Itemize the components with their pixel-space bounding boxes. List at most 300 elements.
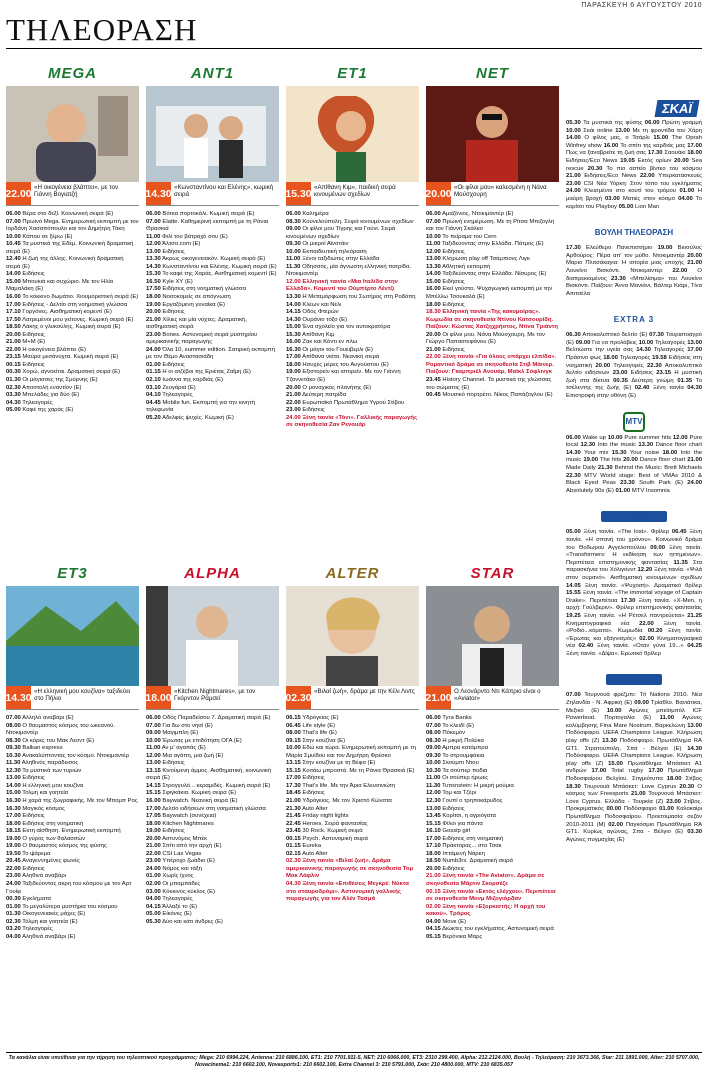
channel-photo xyxy=(146,86,279,182)
program-title: Your noise xyxy=(629,449,660,456)
program-time: 09.00 xyxy=(575,339,591,346)
airtime-badge: 02.30 xyxy=(286,686,311,709)
program-time: 21.45 xyxy=(286,813,301,820)
program-title: Ξένη ταινία. «Οταν γύνα 19...» xyxy=(596,643,684,650)
program-title: Το μεγαλύτερα μυστήρια του κόσμου xyxy=(22,903,118,910)
program-time: 06.45 xyxy=(671,529,687,536)
program-time: 14.15 xyxy=(146,782,161,789)
program-title: Καλοκαίρι Πρωτάθλημα Ποδοσφαίρου. Προετοιμασία σεζόν 2010-2011 (M) xyxy=(566,806,703,828)
program-item xyxy=(426,873,559,888)
program-title: Ξένη ταινία. «Η Ρέτσελ παντρεύεται» xyxy=(583,612,685,619)
program-time: 07.00 xyxy=(6,715,21,721)
program-time: 04.30 xyxy=(286,881,301,888)
program-title: Εκεί γούστο. Ψυχαγωγική εκπομπή με την Μπέλλω Τσουκαλά (Ε) xyxy=(426,286,553,301)
program-time: 10.45 xyxy=(6,241,21,248)
program-title: Ξένη ταινία «Εκτός ελέγχου». Περιπέτεια σε σκηνοθεσία Μονμ Μιζογιόρδαν xyxy=(426,888,556,903)
program-time: 06.15 xyxy=(286,715,301,721)
program-title: Τυπεnstein: Η μικρή μούμια xyxy=(441,782,514,789)
program-time: 18.00 xyxy=(146,294,161,301)
program-time: 04.30 xyxy=(6,399,21,406)
program-item xyxy=(286,279,419,294)
channel-column xyxy=(286,60,419,430)
program-time: 17.00 xyxy=(146,805,161,812)
program-time: 22.00 xyxy=(672,267,688,274)
program-item xyxy=(146,294,279,302)
program-item xyxy=(146,286,279,294)
program-title: Εξιστορείν και ιστορείν. Με τον Γιάννη Τζαννετάκο (Ε) xyxy=(286,369,401,384)
program-time: 10.00 xyxy=(6,233,21,240)
program-time: 04.00 xyxy=(426,918,441,925)
program-time: 13.00 xyxy=(146,760,161,767)
program-time: 13.00 xyxy=(687,722,703,729)
novasports-logo-text: nova sports xyxy=(606,674,661,685)
program-title: Ειδήσεις xyxy=(22,813,45,820)
program-time: 14.15 xyxy=(286,309,301,316)
program-title: Τρίαθλο. Βανιάτικα, Μεξικό (Ε) xyxy=(566,700,703,714)
program-time: 17.00 xyxy=(6,301,21,308)
program-title: Balkan express xyxy=(22,745,63,752)
program-list xyxy=(426,211,559,400)
program-title: Το κορίτσι του Playboy xyxy=(566,195,703,210)
program-item xyxy=(6,926,139,934)
program-title: Βέρα στο δεξί. Κοινωνική σειρά (Ε) xyxy=(22,211,114,217)
issue-date: ΠΑΡΑΣΚΕΥΗ 6 ΑΥΓΟΥΣΤΟΥ 2010 xyxy=(581,2,702,9)
program-item xyxy=(146,911,279,919)
program-item xyxy=(286,836,419,844)
program-time: 19.58 xyxy=(652,355,667,362)
program-title: Η οικογένεια βλάπτει (Ε) xyxy=(22,346,86,353)
program-time: 00.15 xyxy=(426,888,441,895)
program-time: 20.00 xyxy=(426,331,441,338)
program-title: Οδός Φτερών xyxy=(302,309,339,316)
program-title: Ξένη ταινία «Βιλαί ζωή». Δράμα αμερικανικής παραγωγής σε σκηνοθεσία Τομ Μακ Λάφλιν xyxy=(286,858,414,880)
program-title: Ανακαλύπτοντας τον κόσμο. Ντοκιμαντέρ xyxy=(22,752,130,759)
program-title: MTV Insomnia xyxy=(631,487,670,494)
caption-text: «Η οικογένεια βλάπτει», με τον Γιάννη Βογιατζή xyxy=(34,184,119,199)
program-title: Ειδήσεις xyxy=(302,775,325,782)
program-title: Wake up xyxy=(582,434,606,441)
program-item xyxy=(146,745,279,753)
program-time: 03.10 xyxy=(146,384,161,391)
program-item xyxy=(426,843,559,851)
program-title: Η Μεταμόρφωση του Σωτήρος στη Ροδόπη xyxy=(302,294,416,301)
program-item xyxy=(426,821,559,829)
program-time: 06.00 xyxy=(286,211,301,217)
program-time: 02.15 xyxy=(286,850,301,857)
program-title: Κοιτάω μπροστά. Με τη Ράνια Θρασκιά (Ε) xyxy=(302,767,415,774)
program-title: Ξένη ταινία. «The lost». Φρίλερ xyxy=(583,529,670,536)
program-title: Οι μπαμπάδες xyxy=(162,881,201,888)
program-time: 04.25 xyxy=(687,643,703,650)
program-time: 02.30 xyxy=(286,858,301,865)
program-time: 07.00 xyxy=(6,218,21,225)
program-time: 20.45 xyxy=(6,858,21,865)
program-time: 16.10 xyxy=(426,828,441,835)
program-item xyxy=(286,881,419,904)
program-time: 06.30 xyxy=(566,332,581,339)
program-title: Δεύτερη γνώμη xyxy=(631,377,674,384)
program-time: 13.00 xyxy=(426,256,441,263)
program-item xyxy=(146,415,279,423)
photo-caption xyxy=(286,686,419,710)
program-title: Πρωινό Mega. Ενημερωτική εκπομπή με τον Ιορδάνη Χασαπόπουλο και τον Δημήτρη Τάκη xyxy=(6,218,139,233)
channel-logo xyxy=(286,60,419,86)
program-time: 23.45 xyxy=(286,828,301,835)
program-time: 22.00 xyxy=(639,620,654,627)
channel-logo-text: ALPHA xyxy=(184,564,241,582)
program-time: 05.20 xyxy=(146,414,161,421)
program-title: Κλέων και Νέλι xyxy=(302,301,342,308)
program-time: 19.00 xyxy=(146,301,161,308)
program-item xyxy=(6,934,139,942)
program-title: Το πείραμα του Cern xyxy=(442,233,497,240)
program-title: Βότκα πορτοκάλι. Κωμική σειρά (Ε) xyxy=(162,211,255,217)
program-title: Φιλί του βάτραχό σου (Ε) xyxy=(162,233,228,240)
program-time: 12.00 xyxy=(426,248,441,255)
program-time: 12.30 xyxy=(580,442,596,449)
program-time: 11.30 xyxy=(6,760,21,767)
program-time: 18.30 xyxy=(566,783,581,790)
program-time: 03.30 xyxy=(6,392,21,399)
program-title: Ταξιδεύοντας στην Ελλάδα. Πάτμος (Ε) xyxy=(441,241,544,248)
program-time: 04.10 xyxy=(146,392,161,399)
program-time: 18.00 xyxy=(286,361,301,368)
nova1-schedule xyxy=(566,529,702,658)
program-time: 23.00 xyxy=(566,180,581,187)
program-time: 12.00 xyxy=(426,790,441,797)
program-item xyxy=(426,347,559,355)
program-time: 16.50 xyxy=(146,278,161,285)
program-item xyxy=(286,415,419,430)
program-item xyxy=(146,873,279,881)
program-item xyxy=(286,211,419,219)
program-title: Στην κουζίνα (Ε) xyxy=(302,737,346,744)
program-title: Into the music xyxy=(597,442,636,449)
program-time: 04.45 xyxy=(146,399,161,406)
program-item xyxy=(286,730,419,738)
program-item xyxy=(6,219,139,234)
program-title: Φίλοι για πάντα xyxy=(442,820,483,827)
program-time: 16.00 xyxy=(426,286,441,293)
program-item xyxy=(286,806,419,814)
program-time: 19.00 xyxy=(146,828,161,835)
program-item xyxy=(286,354,419,362)
channel-logo-text: MEGA xyxy=(48,64,97,82)
channel-logo xyxy=(426,60,559,86)
program-title: Ειδήσεις xyxy=(442,805,465,812)
program-title: Τηλεαγορές xyxy=(619,355,651,362)
program-title: Καφέ της χαράς (Ε) xyxy=(22,407,74,414)
program-title: Ειδήσεις xyxy=(442,248,465,255)
program-title: Μπελάδες για δύο (Ε) xyxy=(22,392,80,399)
program-title: Κλεισμένοι στο κουτί του τρόμου xyxy=(584,188,676,195)
program-time: 01.00 xyxy=(679,188,695,195)
program-item xyxy=(426,760,559,768)
program-time: 21.00 xyxy=(426,873,441,880)
program-time: 18.30 xyxy=(426,309,441,316)
program-title: Τουρνουά φρέζμπι: Tri Nations 2010. Νέα Ζηλανδία - Ν. Αφρική (Ε) xyxy=(566,692,702,707)
program-time: 01.15 xyxy=(286,843,301,850)
program-time: 05.00 xyxy=(566,529,581,536)
program-time: 08.00 xyxy=(286,730,301,737)
program-time: 14.00 xyxy=(426,271,441,278)
program-time: 20.00 xyxy=(146,835,161,842)
program-title: Κινηματογραφικά νέα xyxy=(566,620,630,627)
program-item xyxy=(426,889,559,904)
program-time: 08.00 xyxy=(6,722,21,729)
program-time: 00.15 xyxy=(6,361,21,368)
program-title: Ειδήσεις xyxy=(442,278,465,285)
program-item xyxy=(426,798,559,806)
program-time: 16.00 xyxy=(603,142,619,149)
program-time: 19.00 xyxy=(657,245,673,252)
program-title: Νοσοκομείς σε απόγνωση xyxy=(162,294,231,301)
program-title: Βερόνικα Μαρς xyxy=(442,933,483,940)
program-time: 06.00 xyxy=(426,211,441,217)
program-item xyxy=(6,813,139,821)
program-title: Numb3rs. Δραματική σειρά xyxy=(442,858,513,865)
channel-logo-text: ALTER xyxy=(325,564,380,582)
program-time: 16.30 xyxy=(286,346,301,353)
program-item xyxy=(6,324,139,332)
program-title: Μπουκιά και συχώριο. Με τον Ηλία Μαμαλάκη (Ε) xyxy=(6,278,114,293)
program-title: Ξένη ταινία. «Ψιλά στον ουρανό». Αισθηματική κινουμένων σχεδίων xyxy=(566,567,703,581)
program-time: 19.05 xyxy=(620,157,635,164)
program-item xyxy=(6,271,139,279)
program-time: 12.00 xyxy=(146,241,161,248)
channel-photo xyxy=(426,586,559,686)
program-title: Κωνσταντίνου και Ελένης. Κωμική σειρά (Ε) xyxy=(162,263,277,270)
program-item xyxy=(146,317,279,332)
program-time: 16.00 xyxy=(6,294,21,301)
program-title: Σκούμπι Ντου xyxy=(442,760,479,767)
program-time: 04.30 xyxy=(687,385,703,392)
program-title: Ειδήσεις xyxy=(630,370,653,377)
program-item xyxy=(6,775,139,783)
program-title: Χωρίς ίχνος xyxy=(162,873,194,880)
program-time: 06.45 xyxy=(286,722,301,729)
program-title: The Oprah Winfrey show xyxy=(566,135,702,149)
program-time: 13.30 xyxy=(286,294,301,301)
program-title: Είκόνες (Ε) xyxy=(162,911,192,918)
program-title: Απίθανα νιάτα. Νεανική σειρά xyxy=(302,354,380,361)
program-time: 03.00 xyxy=(605,195,620,202)
program-time: 07.00 xyxy=(566,692,581,699)
program-title: Δύο και κάτι άνδρες (Ε) xyxy=(162,918,223,925)
channel-logo-text: NET xyxy=(476,64,509,82)
program-time: 22.30 xyxy=(647,362,662,369)
program-item xyxy=(6,392,139,400)
program-item xyxy=(146,760,279,768)
program-time: 09.00 xyxy=(426,745,441,752)
program-title: Οδός Παραδείσου 7. Δραματική σειρά (Ε) xyxy=(162,715,271,721)
program-title: Αληθινά αναβάρι xyxy=(22,873,66,880)
program-item xyxy=(426,377,559,392)
program-title: Ησυχές μέρες του Αυγούστου (Ε) xyxy=(302,361,389,368)
program-time: 16.30 xyxy=(6,805,21,812)
program-time: 18.00 xyxy=(6,820,21,827)
program-time: 12.40 xyxy=(6,256,21,263)
program-time: 15.00 xyxy=(653,135,669,142)
program-title: Γοργόνες. Αισθηματική κομεντί (Ε) xyxy=(22,309,112,316)
program-time: 04.15 xyxy=(146,903,161,910)
program-time: 09.00 xyxy=(634,700,649,707)
program-title: Ξένη ταινία. «Ροδιό...κόματα». Κωμωδία xyxy=(566,620,702,635)
program-item xyxy=(6,843,139,851)
program-title: Ταξιδεύοντας στην Ελλάδα. Νίσυρος (Ε) xyxy=(442,271,547,278)
program-time: 23.30 xyxy=(620,480,635,487)
program-title: Απίθανη Κιμ xyxy=(302,331,335,338)
program-title: «Μπελίσιμα» του Λουκίνο Βισκόντι. Παίζουν: Άννα Μανιάνι, Βάλτερ Κιάρι, Τίνα Απιτσέλα xyxy=(566,275,702,297)
program-title: Auto Alter xyxy=(302,850,328,857)
program-title: Οι φίλοι μου. Νάνα Μούσχουρη. Με τον Γιώργο Παπαστεφάνου (Ε) xyxy=(426,331,545,346)
program-time: 23.00 xyxy=(286,407,301,414)
program-time: 18.00 xyxy=(666,776,682,782)
program-title: Total rugby xyxy=(611,768,644,775)
program-time: 13.00 xyxy=(146,248,161,255)
program-item xyxy=(426,730,559,738)
program-item xyxy=(426,211,559,219)
program-time: 07.00 xyxy=(426,722,441,729)
program-item xyxy=(146,730,279,738)
program-title: Behind the Music: Brett Michaels xyxy=(614,465,703,471)
program-time: 17.00 xyxy=(591,768,607,775)
program-time: 19.00 xyxy=(286,369,301,376)
program-title: Βελτιώστε την υγεία σας xyxy=(566,347,634,354)
program-time: 14.30 xyxy=(566,449,581,456)
program-time: 18.00 xyxy=(603,355,618,362)
airtime-badge: 14.30 xyxy=(146,182,171,205)
program-time: 01.00 xyxy=(146,873,161,880)
program-time: 17.00 xyxy=(286,775,301,782)
program-time: 11.00 xyxy=(659,715,674,722)
program-title: Ποδόσφαιρο. UEFA Champions League. Κλήρωση play offs (Z) xyxy=(566,753,702,767)
program-item xyxy=(426,828,559,836)
program-title: Στίβος xyxy=(685,776,702,782)
program-title: Αμαζόνιος. Ντοκιμαντέρ (Ε) xyxy=(442,211,514,217)
channel-logo xyxy=(426,560,559,586)
program-title: Η ελληνική μου κουζίνα xyxy=(22,782,84,789)
program-time: 20.00 xyxy=(286,384,301,391)
program-time: 00.00 xyxy=(606,806,622,813)
footer-note: Τα κανάλια είναι υπεύθυνα για την τήρηση του τηλεοπτικού προγράμματος: Mega: 210 6994.224, Antenna: 210 6886.100, ΕΤ1: 210 7701.911-5, ΝΕΤ: 210 6066.000, ΕΤ3: 2310 299.400, Alpha: 212.2124.000, Βουλή - Τηλεόραση: 210 3673.366, Star: 211 1891.000, Alter: 210 5707.000, Novacinema1: 210 6602.100, Novasports1: 210 6602.100, Extra Channel 3: 210 5791.000, Σκάι: 210 4800.000, MTV: 210 6835.057 xyxy=(6,1052,702,1068)
program-time: 21.00 xyxy=(146,316,161,323)
program-item xyxy=(6,745,139,753)
program-time: 02.40 xyxy=(578,643,594,650)
program-item xyxy=(146,768,279,783)
channel-column xyxy=(426,60,559,400)
program-time: 12.00 xyxy=(146,752,161,759)
mtv-logo-text: MTV xyxy=(623,412,645,432)
program-title: Αδελφές ψυχές. Κωμική (Ε) xyxy=(162,414,234,421)
program-title: Heroes. Σειρά φαντασίας xyxy=(302,820,368,827)
program-time: 00.30 xyxy=(6,369,21,376)
program-item xyxy=(286,256,419,264)
caption-text: Ο Λεονάρντο Ντι Κάπριο είναι ο «Aviator» xyxy=(454,688,541,703)
program-title: Ειδήσεις xyxy=(22,271,45,278)
program-time: 20.00 xyxy=(674,157,689,164)
program-title: Friday night lights xyxy=(302,813,349,820)
program-item xyxy=(146,256,279,264)
program-title: Το πιο αστείο βίντεο του κόσμου xyxy=(606,165,703,172)
program-time: 24.00 xyxy=(286,414,301,421)
program-time: 12.30 xyxy=(6,767,21,774)
program-time: 16.00 xyxy=(286,339,301,346)
program-time: 20.00 xyxy=(426,865,441,872)
program-item xyxy=(146,234,279,242)
program-time: 24.00 xyxy=(6,881,21,888)
program-time: 20.00 xyxy=(623,457,638,464)
photo-caption xyxy=(6,182,139,206)
program-time: 22.00 xyxy=(6,865,21,872)
program-time: 09.30 xyxy=(6,745,21,752)
program-item xyxy=(426,813,559,821)
program-item xyxy=(6,211,139,219)
program-time: 23.00 xyxy=(146,858,161,865)
program-item xyxy=(286,339,419,347)
program-title: Τηλεαγορές xyxy=(22,399,53,406)
program-item xyxy=(286,775,419,783)
program-time: 01.30 xyxy=(6,911,21,918)
program-title: Τα μυστικά των τυριών xyxy=(22,767,82,774)
program-title: CSI Νέα Υόρκη: Στον τόπο του εγκλήματος xyxy=(583,180,703,187)
photo-caption xyxy=(426,686,559,710)
nova1-logo-text: nova cinema 1 xyxy=(601,511,666,522)
program-time: 16.30 xyxy=(6,798,21,805)
program-item xyxy=(6,790,139,798)
program-time: 01.30 xyxy=(6,377,21,384)
program-time: 02.10 xyxy=(146,377,161,384)
program-item xyxy=(286,723,419,731)
program-title: Ξένη ταινία «Εξορκιστής: Η αρχή του κακού». Τρόμος xyxy=(426,903,546,918)
program-item xyxy=(426,790,559,798)
program-item xyxy=(286,813,419,821)
program-time: 09.00 xyxy=(286,226,301,233)
program-time: 14.00 xyxy=(566,135,581,142)
program-item xyxy=(426,241,559,249)
photo-caption xyxy=(286,182,419,206)
program-title: Εργαζόμενη γυναίκα (Ε) xyxy=(162,301,225,308)
program-time: 05.00 xyxy=(146,911,161,918)
program-title: Ιπτάμενή Νάρκη xyxy=(442,850,485,857)
program-title: MTV World stage: Best of VMAs 2010 & Black Eyed Peas xyxy=(566,472,702,487)
nova1-logo xyxy=(566,503,702,529)
program-title: Καλημέρα xyxy=(302,211,329,217)
airtime-badge: 18.00 xyxy=(146,686,171,709)
program-title: Αλληλό αναβάρι (Ε) xyxy=(22,715,74,721)
program-time: 16.00 xyxy=(146,798,161,805)
program-time: 22.00 xyxy=(426,354,441,361)
program-time: 19.00 xyxy=(583,457,599,464)
program-item xyxy=(146,866,279,874)
program-time: 08.30 xyxy=(426,737,441,744)
program-title: Ο θαυμαστός κόσμος του ωκεανού. Ντοκιμαντέρ xyxy=(6,722,115,737)
program-title: Τηλεαγορές xyxy=(22,926,53,933)
program-time: 13.15 xyxy=(146,767,161,774)
program-list xyxy=(146,211,279,422)
program-time: 08.30 xyxy=(286,218,301,225)
program-title: Στην κουζίνα με τη Βέφα (Ε) xyxy=(302,760,376,767)
program-title: Αμπρα κατάμπρα xyxy=(442,745,488,752)
program-item xyxy=(6,881,139,896)
program-item xyxy=(146,271,279,279)
program-time: 08.30 xyxy=(6,737,21,744)
program-item xyxy=(146,211,279,219)
program-time: 10.30 xyxy=(426,767,441,774)
program-time: 21.00 xyxy=(630,791,646,798)
program-time: 11.00 xyxy=(286,256,301,263)
program-title: Οδησσός, μία άγνωστη ελληνική πατρίδα. Ντοκιμαντέρ xyxy=(286,263,411,278)
